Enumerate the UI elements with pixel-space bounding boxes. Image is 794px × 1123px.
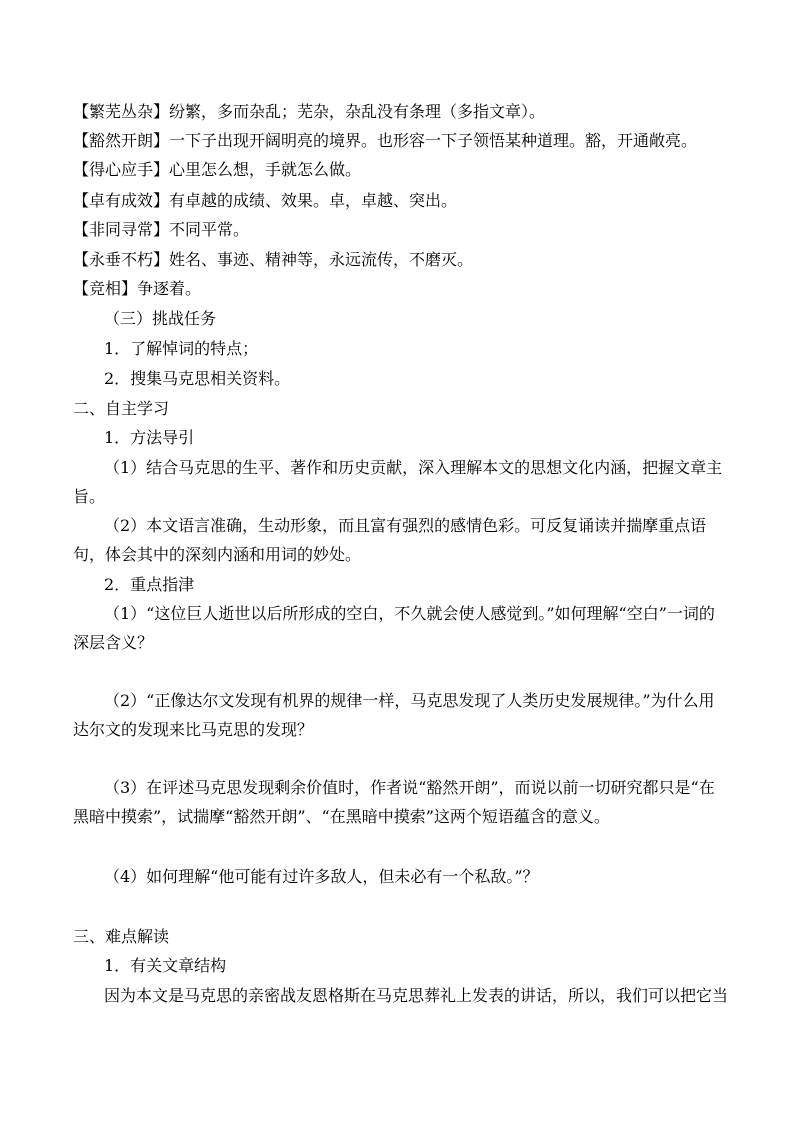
vocab-term: 【繁芜丛杂】 <box>73 102 170 121</box>
vocab-definition: 心里怎么想，手就怎么做。 <box>169 160 362 179</box>
paragraph: （2）本文语言准确，生动形象，而且富有强烈的感情色彩。可反复诵读并揣摩重点语句，体会其中的深刻内涵和用词的妙处。 <box>73 516 707 564</box>
subsection-heading: 1．方法导引 <box>104 428 195 447</box>
vocab-definition: 纷繁，多而杂乱；芜杂，杂乱没有条理（多指文章）。 <box>169 102 546 121</box>
vocab-item <box>73 97 728 126</box>
vocab-definition: 不同平常。 <box>169 220 250 239</box>
vocab-item <box>73 155 728 184</box>
vocab-definition: 有卓越的成绩、效果。卓，卓越、突出。 <box>169 191 458 210</box>
challenge-item: 2．搜集马克思相关资料。 <box>104 369 291 388</box>
vocab-item <box>73 126 728 155</box>
vocab-term: 【非同寻常】 <box>73 220 170 239</box>
section-heading: 二、自主学习 <box>73 399 170 418</box>
subsection-heading: 2．重点指津 <box>104 575 195 594</box>
question: （3）在评述马克思发现剩余价值时，作者说“豁然开朗”，而说以前一切研究都只是“在黑暗中摸索”，试揣摩“豁然开朗”、“在黑暗中摸索”这两个短语蕴含的意义。 <box>73 778 715 826</box>
section-heading: 三、难点解读 <box>73 927 170 946</box>
question: （4）如何理解“他可能有过许多敌人，但未必有一个私敌。”？ <box>104 867 539 886</box>
question: （2）“正像达尔文发现有机界的规律一样，马克思发现了人类历史发展规律。”为什么用达尔文的发现来比马克思的发现？ <box>73 691 715 739</box>
vocab-term: 【竞相】 <box>73 279 138 298</box>
paragraph: 因为本文是马克思的亲密战友恩格斯在马克思葬礼上发表的讲话，所以，我们可以把它当 <box>104 986 729 1005</box>
vocab-term: 【得心应手】 <box>73 160 170 179</box>
vocab-definition: 争逐着。 <box>137 279 202 298</box>
vocab-definition: 姓名、事迹、精神等，永远流传，不磨灭。 <box>169 250 474 269</box>
vocab-term: 【豁然开朗】 <box>73 131 170 150</box>
paragraph: （1）结合马克思的生平、著作和历史贡献，深入理解本文的思想文化内涵，把握文章主旨。 <box>73 458 723 506</box>
question: （1）“这位巨人逝世以后所形成的空白，不久就会使人感觉到。”如何理解“空白”一词的深层含义？ <box>73 604 715 652</box>
vocab-item <box>73 274 728 303</box>
vocab-item <box>73 245 728 274</box>
challenge-heading: （三）挑战任务 <box>104 309 217 328</box>
vocab-term: 【卓有成效】 <box>73 191 170 210</box>
vocab-term: 【永垂不朽】 <box>73 250 170 269</box>
subsection-heading: 1．有关文章结构 <box>104 956 227 975</box>
challenge-item: 1．了解悼词的特点； <box>104 339 259 358</box>
vocab-item <box>73 215 728 244</box>
vocab-item <box>73 186 728 215</box>
vocab-definition: 一下子出现开阔明亮的境界。也形容一下子领悟某种道理。豁，开通敞亮。 <box>169 131 698 150</box>
